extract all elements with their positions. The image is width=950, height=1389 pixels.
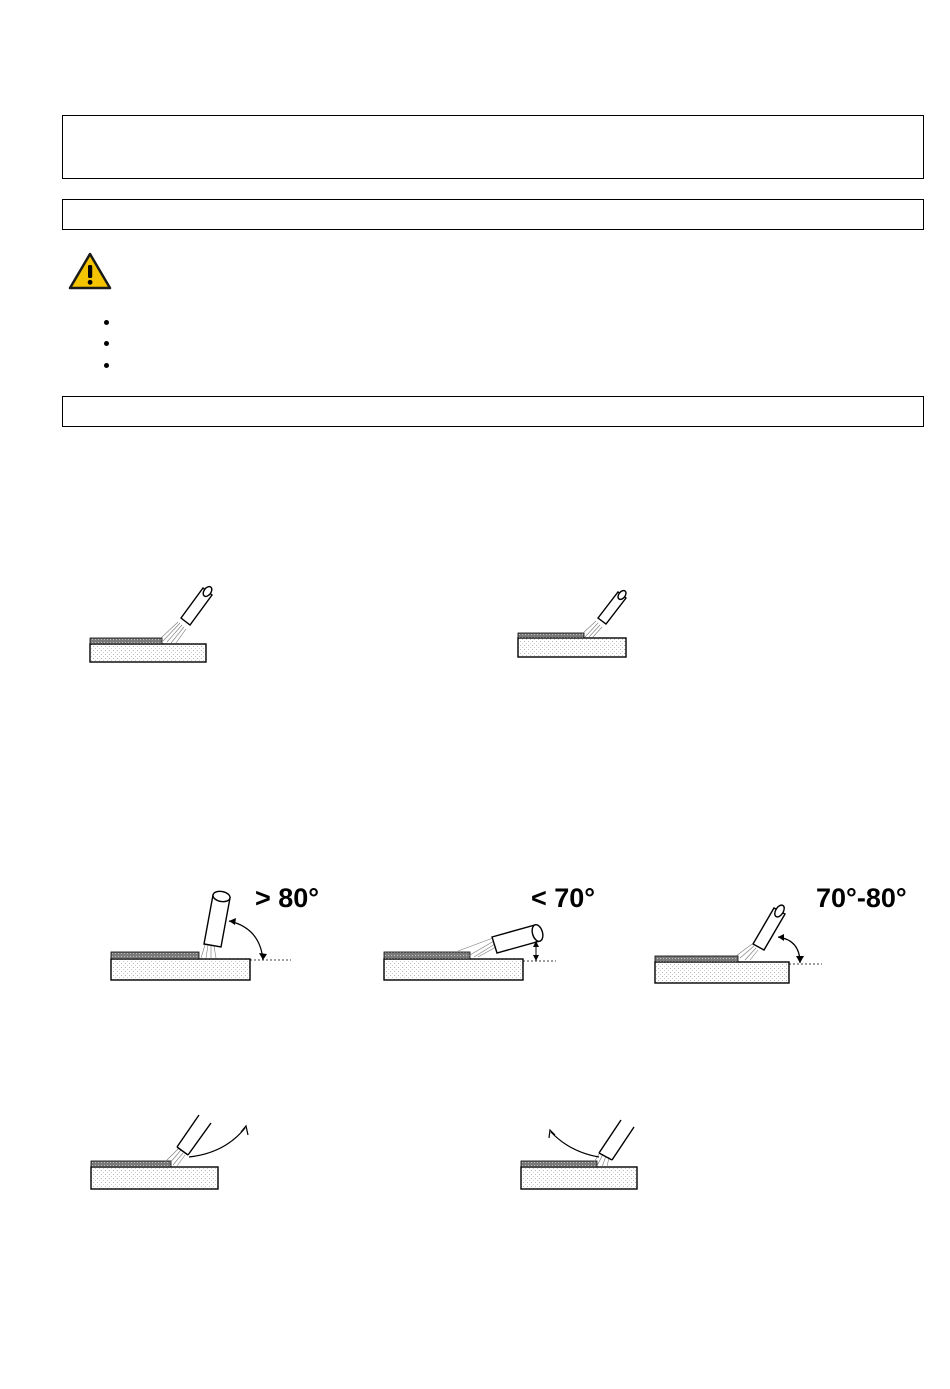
angle-label-shallow: < 70° <box>531 883 596 913</box>
torch-direction-diagram-right <box>515 1110 655 1195</box>
list-bullet <box>104 363 109 368</box>
section-heading-box-1 <box>62 199 924 230</box>
warning-icon <box>67 251 113 291</box>
torch-direction-diagram-left <box>85 1110 265 1195</box>
torch-diagram-row1-right <box>512 585 642 665</box>
list-bullet <box>104 320 109 325</box>
angle-label-steep: > 80° <box>255 883 320 913</box>
torch-angle-diagram-shallow <box>378 915 568 985</box>
torch-diagram-row1-left <box>85 578 215 668</box>
title-box <box>62 115 924 179</box>
angle-label-ideal: 70°-80° <box>816 883 907 913</box>
section-heading-box-2 <box>62 396 924 427</box>
torch-angle-diagram-ideal <box>650 900 840 985</box>
list-bullet <box>104 341 109 346</box>
